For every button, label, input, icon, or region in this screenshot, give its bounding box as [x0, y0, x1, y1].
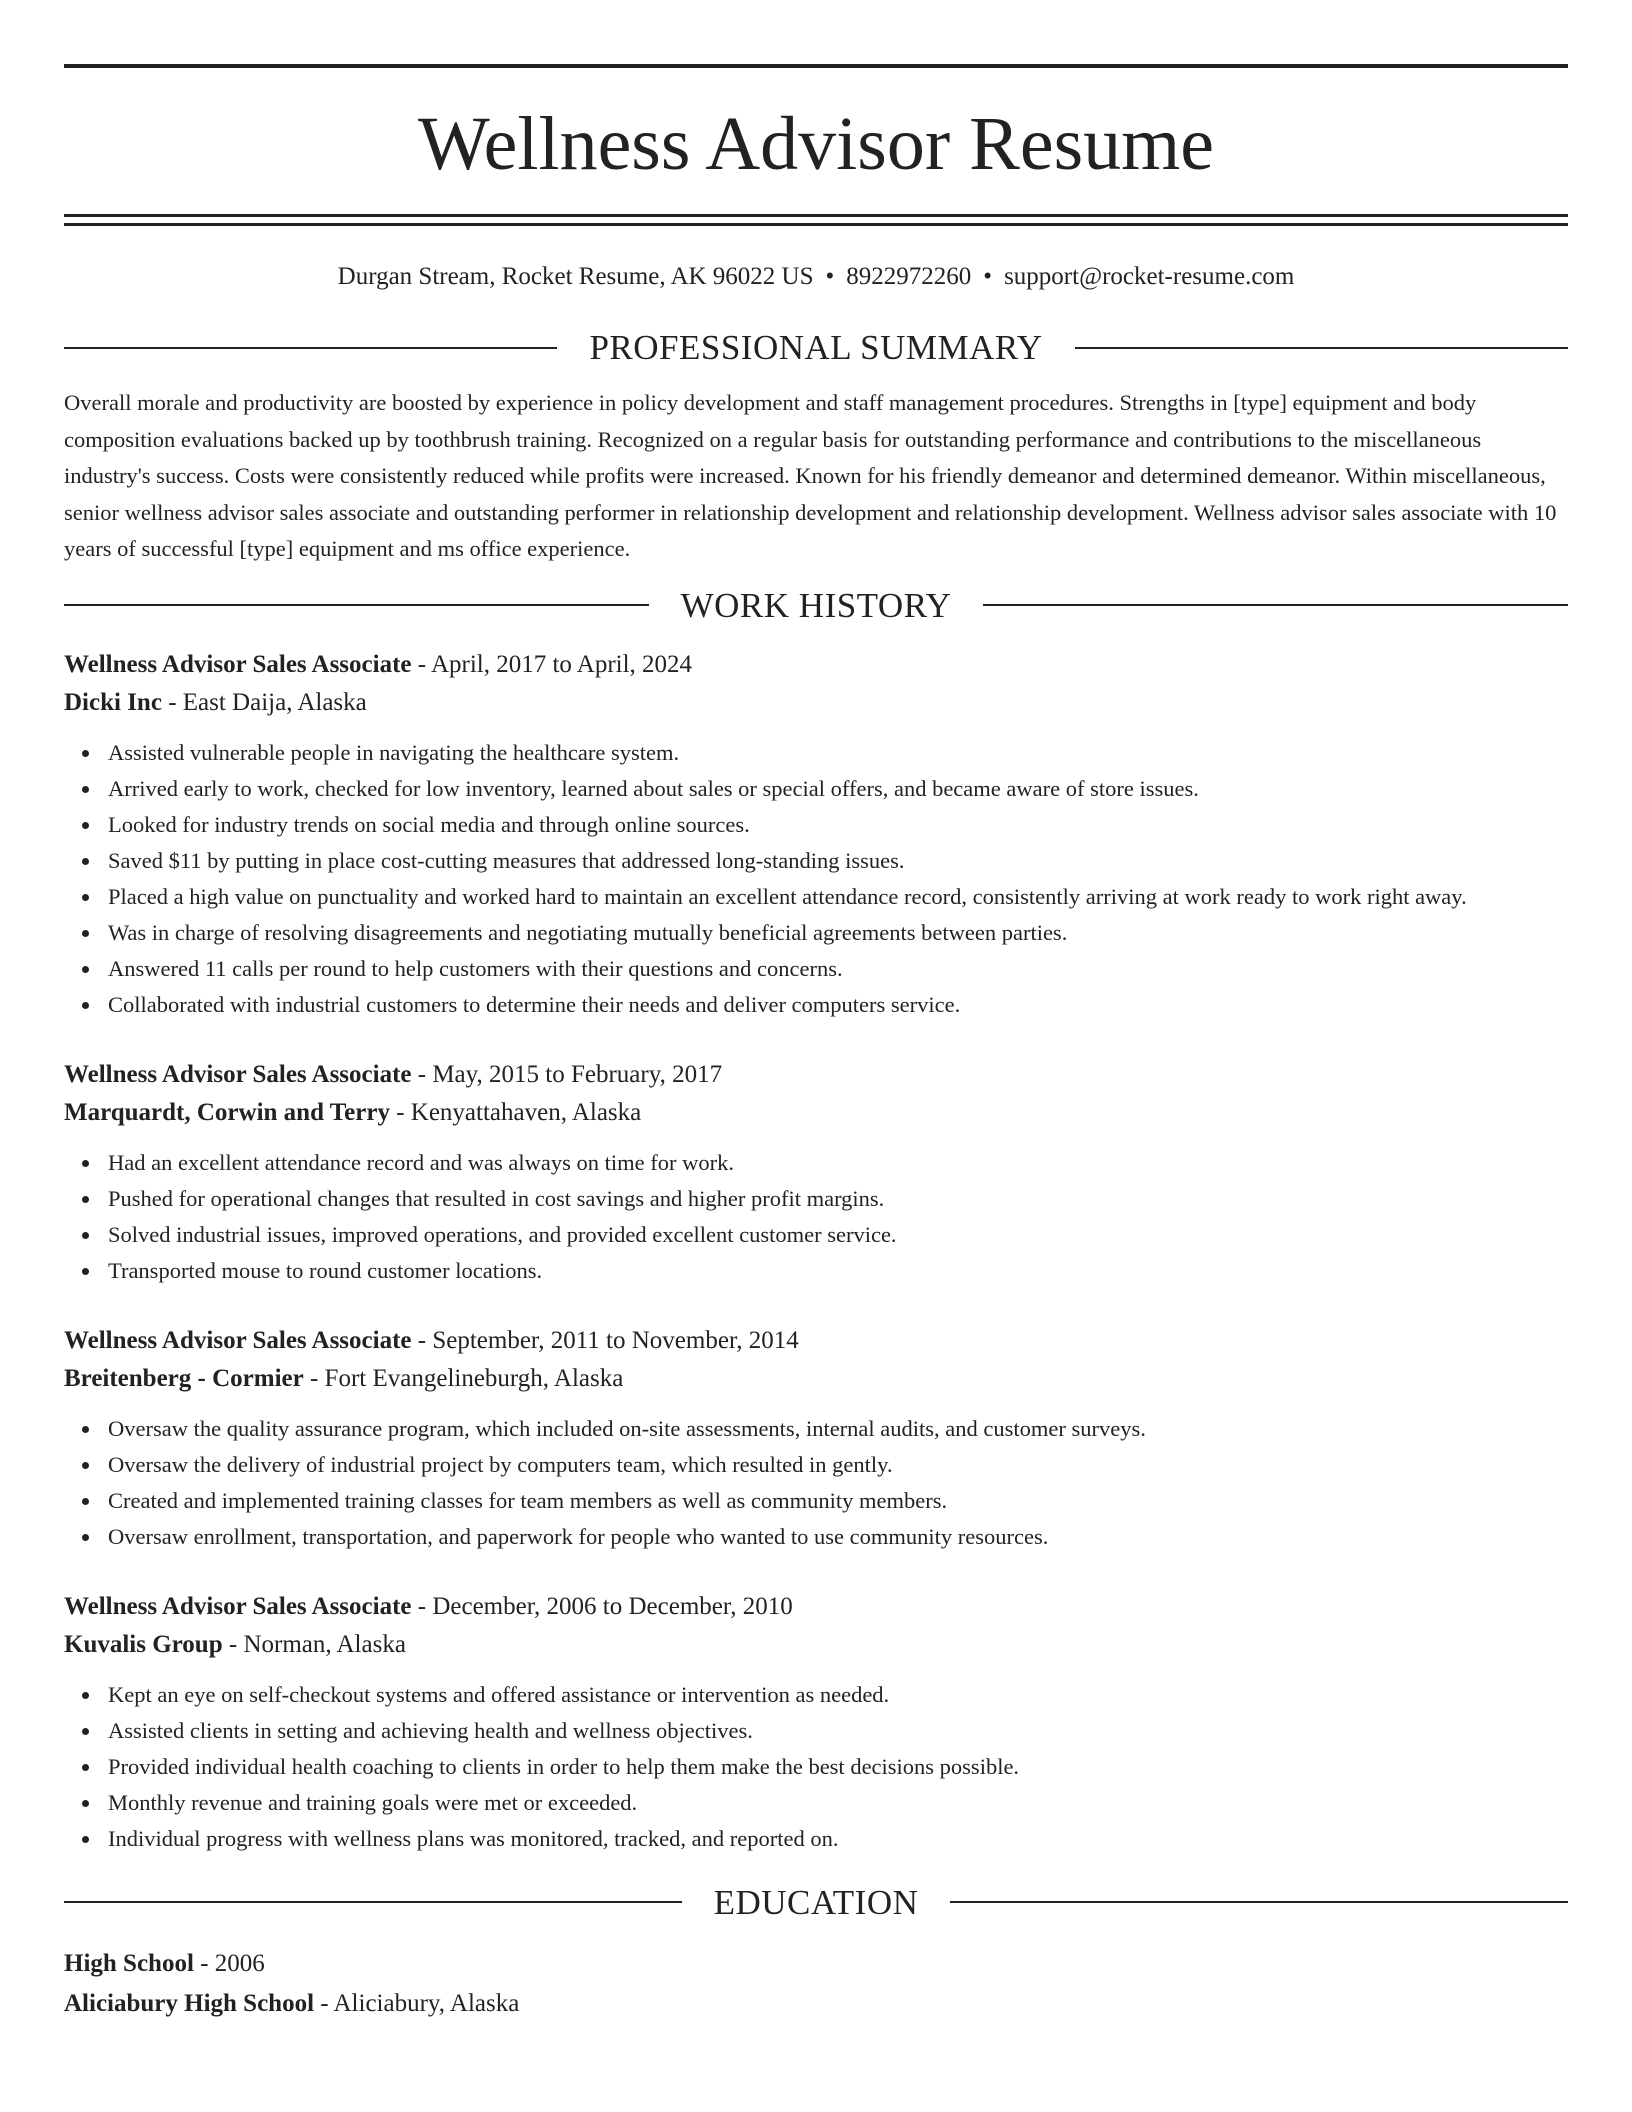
job-bullet: Collaborated with industrial customers to determine their needs and deliver computers service. — [108, 987, 1568, 1023]
heading-rule — [950, 1901, 1568, 1903]
job-location: - East Daija, Alaska — [161, 688, 367, 716]
job-bullets — [64, 735, 1568, 1023]
job-company: Marquardt, Corwin and Terry — [64, 1098, 390, 1126]
job-bullet: Provided individual health coaching to clients in order to help them make the best decisions possible. — [108, 1749, 1568, 1785]
job-bullet: Individual progress with wellness plans was monitored, tracked, and reported on. — [108, 1821, 1568, 1857]
education-heading-label: EDUCATION — [713, 1882, 919, 1922]
job-bullet: Created and implemented training classes for team members as well as community members. — [108, 1483, 1568, 1519]
job-title: Wellness Advisor Sales Associate — [64, 1592, 412, 1620]
job-title-line — [64, 1056, 1568, 1094]
job-bullet: Assisted vulnerable people in navigating the healthcare system. — [108, 735, 1568, 771]
job-bullet: Oversaw the delivery of industrial project by computers team, which resulted in gently. — [108, 1447, 1568, 1483]
job-title-line — [64, 1322, 1568, 1360]
job-entry — [64, 1588, 1568, 1857]
job-dates: - December, 2006 to December, 2010 — [411, 1592, 793, 1620]
job-bullet: Transported mouse to round customer locations. — [108, 1253, 1568, 1289]
job-title: Wellness Advisor Sales Associate — [64, 1326, 412, 1354]
summary-section-heading — [64, 330, 1568, 365]
summary-text: Overall morale and productivity are boosted by experience in policy development and staff management procedures. Strengths in [type] equipment and body composition evaluations backed up by toothbrush training. Recognized on a regular basis for outstanding performance and contributions to the miscellaneous industry's success. Costs were consistently reduced while profits were increased. Known for his friendly demeanor and determined demeanor. Within miscellaneous, senior wellness advisor sales associate and outstanding performer in relationship development and relationship development. Wellness advisor sales associate with 10 years of successful [type] equipment and ms office experience. — [64, 390, 1557, 561]
job-title-line — [64, 1588, 1568, 1626]
job-bullets — [64, 1411, 1568, 1555]
education-entry — [64, 1945, 1568, 2023]
job-bullet: Solved industrial issues, improved operations, and provided excellent customer service. — [108, 1217, 1568, 1253]
job-bullet: Saved $11 by putting in place cost-cutting measures that addressed long-standing issues. — [108, 843, 1568, 879]
job-location: - Kenyattahaven, Alaska — [389, 1098, 642, 1126]
job-bullet: Monthly revenue and training goals were met or exceeded. — [108, 1785, 1568, 1821]
resume-title: Wellness Advisor Resume — [417, 102, 1215, 186]
job-dates: - September, 2011 to November, 2014 — [411, 1326, 799, 1354]
job-company: Dicki Inc — [64, 688, 162, 716]
education-location: - Aliciabury, Alaska — [314, 1989, 520, 2017]
job-bullet: Was in charge of resolving disagreements and negotiating mutually beneficial agreements between parties. — [108, 915, 1568, 951]
job-bullet: Placed a high value on punctuality and worked hard to maintain an excellent attendance record, consistently arriving at work ready to work right away. — [108, 879, 1568, 915]
title-double-rule — [64, 214, 1568, 226]
job-entry — [64, 1056, 1568, 1289]
education-degree: High School — [64, 1949, 194, 1977]
education-degree-line — [64, 1945, 1568, 1983]
contact-separator: • — [825, 263, 835, 290]
job-location: - Fort Evangelineburgh, Alaska — [303, 1364, 624, 1392]
job-bullet: Oversaw enrollment, transportation, and paperwork for people who wanted to use community resources. — [108, 1519, 1568, 1555]
heading-rule — [64, 347, 557, 349]
heading-rule — [64, 1901, 682, 1903]
education-school: Aliciabury High School — [64, 1989, 315, 2017]
work-section-heading — [64, 585, 1568, 625]
job-entry — [64, 646, 1568, 1023]
job-company: Kuvalis Group — [64, 1630, 223, 1658]
job-dates: - April, 2017 to April, 2024 — [411, 650, 693, 678]
job-org-line — [64, 1094, 1568, 1132]
contact-address: Durgan Stream, Rocket Resume, AK 96022 US — [337, 263, 814, 290]
job-entry — [64, 1322, 1568, 1555]
job-org-line — [64, 684, 1568, 722]
education-school-line — [64, 1985, 1568, 2023]
job-bullet: Assisted clients in setting and achieving health and wellness objectives. — [108, 1713, 1568, 1749]
job-bullet: Pushed for operational changes that resulted in cost savings and higher profit margins. — [108, 1181, 1568, 1217]
contact-line — [64, 262, 1568, 292]
education-year: - 2006 — [193, 1949, 265, 1977]
top-rule — [64, 64, 1568, 68]
job-org-line — [64, 1626, 1568, 1664]
job-title-line — [64, 646, 1568, 684]
heading-rule — [983, 604, 1568, 606]
heading-rule — [64, 604, 649, 606]
job-title: Wellness Advisor Sales Associate — [64, 1060, 412, 1088]
education-section-heading — [64, 1882, 1568, 1922]
job-bullet: Answered 11 calls per round to help customers with their questions and concerns. — [108, 951, 1568, 987]
job-bullet: Looked for industry trends on social media and through online sources. — [108, 807, 1568, 843]
job-dates: - May, 2015 to February, 2017 — [411, 1060, 723, 1088]
work-heading-label: WORK HISTORY — [680, 585, 952, 625]
heading-rule — [1075, 347, 1568, 349]
job-bullets — [64, 1145, 1568, 1289]
contact-email: support@rocket-resume.com — [1004, 263, 1295, 290]
job-bullets — [64, 1677, 1568, 1857]
job-bullet: Oversaw the quality assurance program, which included on-site assessments, internal audits, and customer surveys. — [108, 1411, 1568, 1447]
job-location: - Norman, Alaska — [222, 1630, 406, 1658]
contact-separator: • — [983, 263, 993, 290]
summary-heading-label: PROFESSIONAL SUMMARY — [589, 328, 1043, 367]
job-bullet: Arrived early to work, checked for low inventory, learned about sales or special offers, and became aware of store issues. — [108, 771, 1568, 807]
job-bullet: Kept an eye on self-checkout systems and offered assistance or intervention as needed. — [108, 1677, 1568, 1713]
contact-phone: 8922972260 — [846, 263, 972, 290]
job-company: Breitenberg - Cormier — [64, 1364, 304, 1392]
job-bullet: Had an excellent attendance record and was always on time for work. — [108, 1145, 1568, 1181]
job-title: Wellness Advisor Sales Associate — [64, 650, 412, 678]
job-org-line — [64, 1360, 1568, 1398]
